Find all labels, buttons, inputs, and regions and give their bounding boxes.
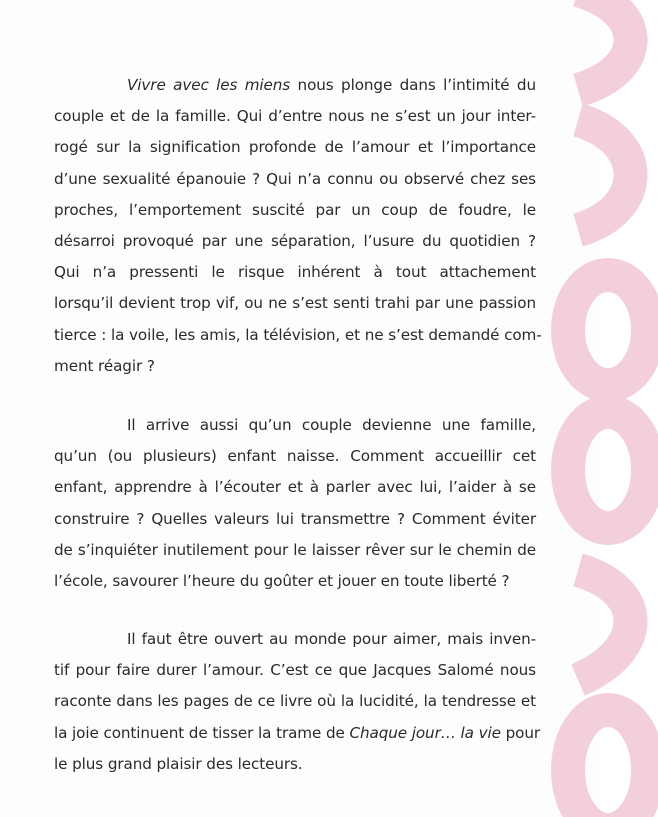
text-run: enfant, apprendre à l’écouter et à parler avec lui, l’aider à se — [54, 478, 536, 497]
text-run: rogé sur la signification profonde de l’amour et l’importance — [54, 138, 536, 157]
text-line — [54, 624, 536, 655]
italic-title: Vivre avec les miens — [127, 76, 291, 94]
text-line — [54, 70, 536, 101]
text-run: qu’un (ou plusieurs) enfant naisse. Comment accueillir cet — [54, 447, 536, 466]
text-run: tif pour faire durer l’amour. C’est ce que Jacques Salomé nous — [54, 661, 536, 680]
paragraph-2 — [54, 410, 536, 597]
text-run: tierce : la voile, les amis, la télévision, et ne s’est demandé com- — [54, 325, 542, 344]
text-line — [54, 257, 536, 288]
text-line — [54, 504, 536, 535]
text-line — [54, 686, 536, 717]
text-line — [54, 410, 536, 441]
text-run: d’une sexualité épanouie ? Qui n’a connu ou observé chez ses — [54, 169, 536, 188]
text-run: la joie continuent de tisser la trame de — [54, 723, 350, 742]
text-run: Il faut être ouvert au monde pour aimer, mais inven- — [127, 630, 536, 648]
text-line — [54, 718, 540, 749]
paragraph-3 — [54, 624, 540, 780]
text-run: de s’inquiéter inutilement pour le laisser rêver sur le chemin de — [54, 540, 536, 559]
text-run: raconte dans les pages de ce livre où la lucidité, la tendresse et — [54, 692, 536, 711]
text-line — [54, 320, 542, 351]
text-line — [54, 164, 536, 195]
text-line — [54, 655, 536, 686]
text-line — [54, 195, 536, 226]
decorative-pink-letters-icon — [538, 0, 658, 817]
text-run: l’école, savourer l’heure du goûter et jouer en toute liberté ? — [54, 572, 510, 591]
text-line — [54, 288, 536, 319]
text-line — [54, 472, 536, 503]
text-run: proches, l’emportement suscité par un coup de foudre, le — [54, 200, 536, 219]
text-run: le plus grand plaisir des lecteurs. — [54, 754, 303, 773]
text-run: ment réagir ? — [54, 356, 155, 375]
text-run: lorsqu’il devient trop vif, ou ne s’est senti trahi par une passion — [54, 294, 536, 313]
text-run: construire ? Quelles valeurs lui transmettre ? Comment éviter — [54, 509, 536, 528]
text-run: désarroi provoqué par une séparation, l’usure du quotidien ? — [54, 232, 536, 251]
text-run: couple et de la famille. Qui d’entre nous ne s’est un jour inter- — [54, 107, 536, 126]
text-run: nous plonge dans l’intimité du — [290, 76, 536, 94]
text-line — [54, 101, 536, 132]
text-run: Il arrive aussi qu’un couple devienne une famille, — [127, 416, 536, 434]
text-line — [54, 226, 536, 257]
text-line — [54, 535, 536, 566]
text-line — [54, 132, 536, 163]
text-run: pour — [500, 723, 540, 742]
text-line — [54, 351, 536, 382]
text-line — [54, 749, 536, 780]
text-line — [54, 441, 536, 472]
text-line — [54, 566, 536, 597]
paragraph-1 — [54, 70, 542, 382]
italic-title: Chaque jour… la vie — [349, 723, 501, 742]
text-run: Qui n’a pressenti le risque inhérent à tout attachement — [54, 263, 536, 282]
